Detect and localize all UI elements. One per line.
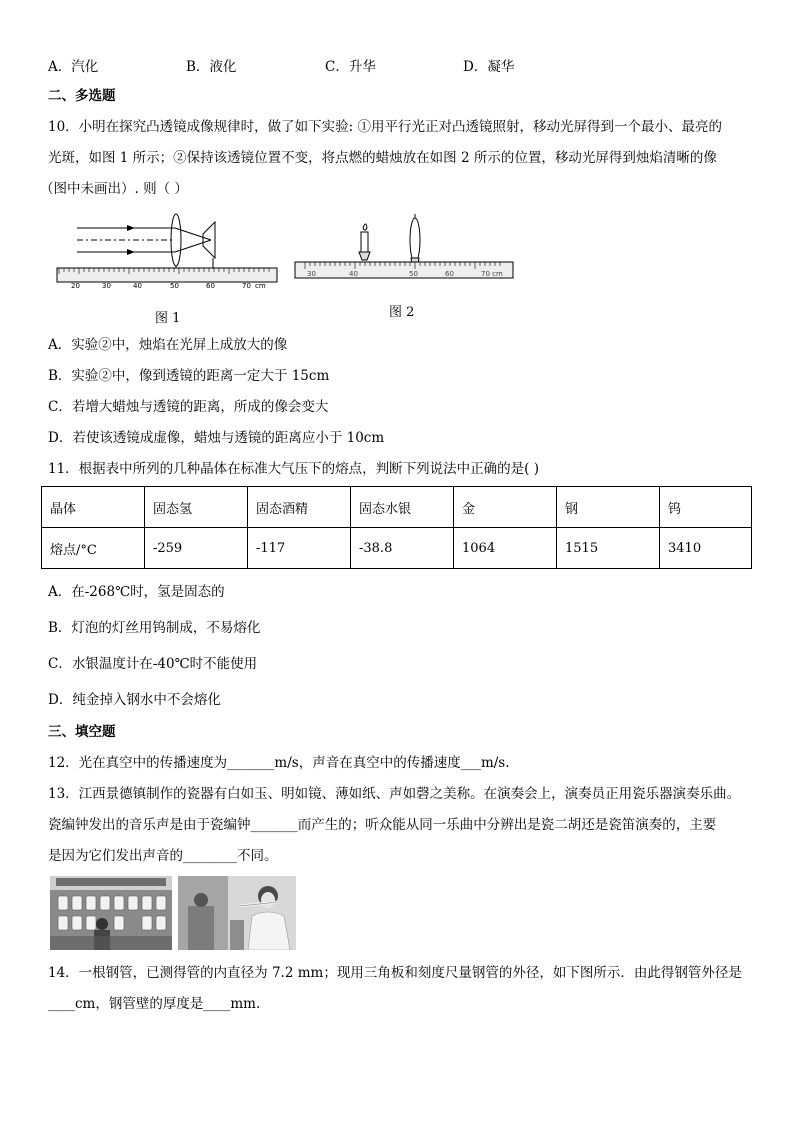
q14-line-2: ____cm，钢管壁的厚度是____mm. <box>48 996 261 1012</box>
fig1-tick-label: 20 <box>71 282 80 290</box>
table-cell: 固态水银 <box>351 487 454 528</box>
q11-option-b: B．灯泡的灯丝用钨制成，不易熔化 <box>48 620 261 636</box>
fig1-tick-label: 70 <box>242 282 251 290</box>
table-cell: 晶体 <box>42 487 145 528</box>
q10-option-d: D．若使该透镜成虚像，蜡烛与透镜的距离应小于 10cm <box>48 430 385 446</box>
section-2-title: 二、多选题 <box>48 88 116 104</box>
section-3-title: 三、填空题 <box>48 724 116 740</box>
porcelain-flute-player-photo <box>178 876 296 950</box>
q11-option-a: A．在-268℃时，氢是固态的 <box>48 584 225 600</box>
table-header-row <box>42 487 752 528</box>
porcelain-chime-photo <box>50 876 172 950</box>
table-cell: 固态酒精 <box>248 487 351 528</box>
table-cell: 固态氢 <box>145 487 248 528</box>
table-cell: -117 <box>248 528 351 569</box>
table-cell: -38.8 <box>351 528 454 569</box>
fig1-tick-label: 40 <box>133 282 142 290</box>
q13-line-2: 瓷编钟发出的音乐声是由于瓷编钟_______而产生的；听众能从同一乐曲中分辨出是瓷二胡还是瓷笛演奏的，主要 <box>48 817 717 833</box>
figure-1-caption: 图 1 <box>155 311 181 326</box>
table-cell: 金 <box>454 487 557 528</box>
fig2-tick-label: 70 cm <box>481 270 503 278</box>
figure-2-caption: 图 2 <box>389 305 415 320</box>
q9-option-d: D．凝华 <box>463 59 515 75</box>
figure-2-candle-lens-diagram <box>293 214 515 294</box>
q10-stem-line-3: （图中未画出）. 则（ ） <box>40 181 188 197</box>
q10-option-a: A．实验②中，烛焰在光屏上成放大的像 <box>48 337 288 353</box>
q9-option-b: B．液化 <box>186 59 237 75</box>
fig1-tick-label: 60 <box>206 282 215 290</box>
fig1-tick-label: 30 <box>102 282 111 290</box>
q11-option-d: D．纯金掉入钢水中不会熔化 <box>48 692 221 708</box>
q9-option-a: A．汽化 <box>48 59 99 75</box>
table-row <box>42 528 752 569</box>
q10-stem-line-2: 光斑，如图 1 所示；②保持该透镜位置不变，将点燃的蜡烛放在如图 2 所示的位置，移动光屏得到烛焰清晰的像 <box>48 150 717 166</box>
fig2-tick-label: 50 <box>409 270 418 278</box>
table-cell: 钢 <box>557 487 660 528</box>
figure-1-lens-focus-diagram <box>55 208 280 300</box>
q10-stem-line-1: 10．小明在探究凸透镜成像规律时，做了如下实验: ①用平行光正对凸透镜照射，移动光屏得到一个最小、最亮的 <box>48 119 723 135</box>
q11-option-c: C．水银温度计在-40℃时不能使用 <box>48 656 258 672</box>
table-cell: 1064 <box>454 528 557 569</box>
fig1-tick-label: cm <box>255 282 266 290</box>
table-cell: 熔点/°C <box>42 528 145 569</box>
q9-option-c: C．升华 <box>325 59 376 75</box>
q10-option-b: B．实验②中，像到透镜的距离一定大于 15cm <box>48 368 330 384</box>
fig2-tick-label: 30 <box>307 270 316 278</box>
fig1-tick-label: 50 <box>170 282 179 290</box>
melting-point-table <box>41 486 752 569</box>
table-cell: 钨 <box>660 487 752 528</box>
fig2-tick-label: 40 <box>349 270 358 278</box>
q10-option-c: C．若增大蜡烛与透镜的距离，所成的像会变大 <box>48 399 329 415</box>
q12-stem: 12．光在真空中的传播速度为_______m/s，声音在真空中的传播速度___m/s. <box>48 755 510 771</box>
fig2-tick-label: 60 <box>445 270 454 278</box>
table-cell: -259 <box>145 528 248 569</box>
q14-line-1: 14．一根钢管，已测得管的内直径为 7.2 mm；现用三角板和刻度尺量钢管的外径，如下图所示．由此得钢管外径是 <box>48 965 742 981</box>
q11-stem: 11．根据表中所列的几种晶体在标准大气压下的熔点，判断下列说法中正确的是( ) <box>48 461 540 477</box>
table-cell: 1515 <box>557 528 660 569</box>
q13-line-3: 是因为它们发出声音的________不同。 <box>48 848 278 864</box>
table-cell: 3410 <box>660 528 752 569</box>
q13-line-1: 13．江西景德镇制作的瓷器有白如玉、明如镜、薄如纸、声如磬之美称。在演奏会上，演奏员正用瓷乐器演奏乐曲。 <box>48 786 741 802</box>
